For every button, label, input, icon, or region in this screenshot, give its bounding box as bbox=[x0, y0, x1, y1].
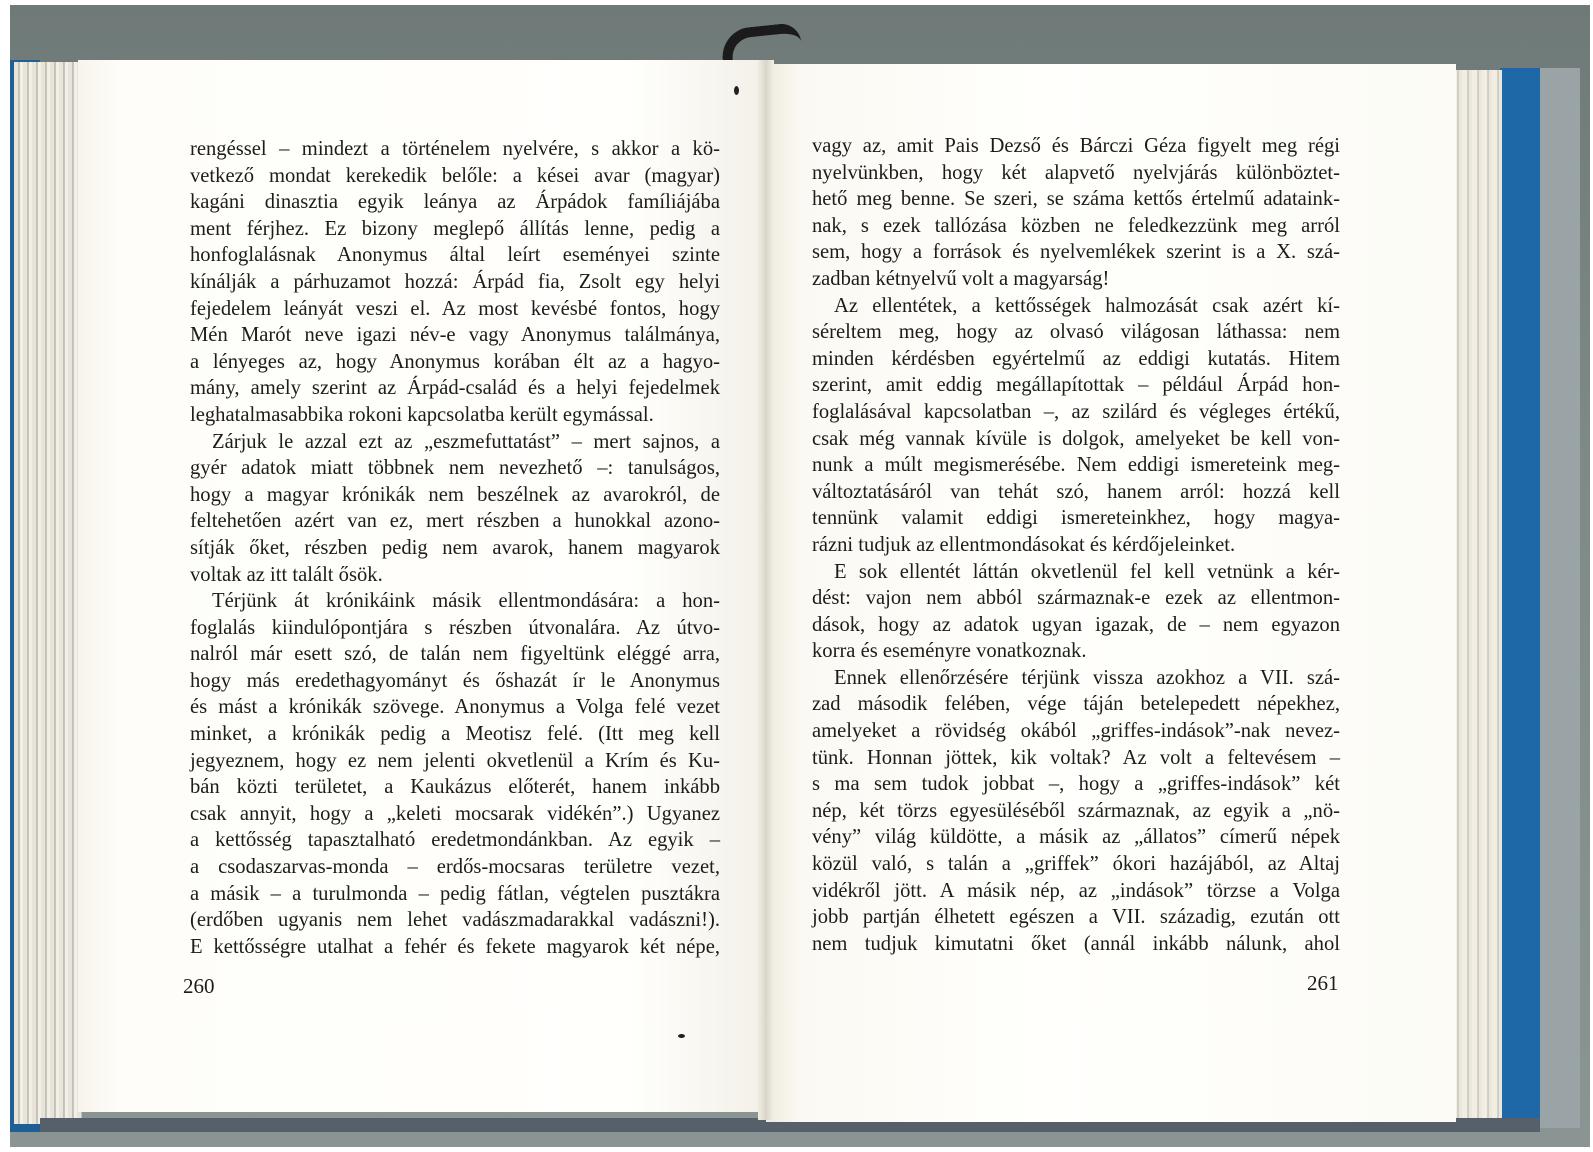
text-line: minket, a krónikák pedig a Meotisz felé. (Itt meg kell bbox=[190, 723, 720, 746]
text-line: korra és eseményre vonatkoznak. bbox=[812, 640, 1087, 663]
text-line: változtatásáról van tehát szó, hanem arról: hozzá kell bbox=[812, 480, 1340, 503]
text-line: E kettősségre utalhat a fehér és fekete magyarok két népe, bbox=[190, 935, 720, 958]
text-line: hető meg benne. Se szeri, se száma kettős értelmű adataink- bbox=[812, 188, 1340, 211]
text-line: Zárjuk le azzal ezt az „eszmefuttatást” – mert sajnos, a bbox=[212, 430, 720, 453]
text-line: hogy más eredethagyományt és őshazát ír le Anonymus bbox=[190, 669, 720, 692]
text-line: foglalásával kapcsolatban –, az szilárd és végleges értékű, bbox=[812, 400, 1340, 423]
text-line: vagy az, amit Pais Dezső és Bárczi Géza figyelt meg régi bbox=[812, 135, 1340, 157]
text-line: voltak az itt talált ősök. bbox=[190, 563, 383, 586]
text-line: bán közti területet, a Kaukázus előterét, hanem inkább bbox=[190, 776, 720, 799]
text-line: leghatalmasabbika rokoni kapcsolatba került egymással. bbox=[190, 403, 654, 426]
text-line: tünk. Honnan jöttek, kik voltak? Az volt a feltevésem – bbox=[812, 746, 1340, 769]
book-gutter bbox=[758, 60, 774, 1120]
text-line: hogy a magyar krónikák nem beszélnek az avarokról, de bbox=[190, 483, 720, 506]
text-line: Az ellentétek, a kettősségek halmozását csak azért kí- bbox=[834, 294, 1340, 317]
scanner-edge-right bbox=[1540, 68, 1580, 1128]
text-line: nem tudjuk kimutatni őket (annál inkább nálunk, ahol bbox=[812, 932, 1340, 955]
text-line: E sok ellentét láttán okvetlenül fel kell vetnünk a kér- bbox=[834, 560, 1340, 583]
text-line: Mén Marót neve igazi név-e vagy Anonymus találmánya, bbox=[190, 324, 720, 347]
text-line: foglalás kiindulópontjára s részben útvonalára. Az útvo- bbox=[190, 616, 720, 639]
text-line: dások, hogy az adatok ugyan igazak, de – nem egyazon bbox=[812, 613, 1340, 636]
text-line: ment férjhez. Ez bizony meglepő állítás lenne, pedig a bbox=[190, 217, 720, 240]
text-line: csak annyit, hogy a „keleti mocsarak vidékén”.) Ugyanez bbox=[190, 802, 720, 825]
text-line: kínálják a párhuzamot hozzá: Árpád fia, Zsolt egy helyi bbox=[190, 270, 720, 293]
text-line: a lényeges az, hogy Anonymus korában élt az a hagyo- bbox=[190, 350, 720, 373]
ink-speck bbox=[734, 86, 739, 95]
text-line: nép, két törzs egyesüléséből származnak, az egyik a „nö- bbox=[812, 799, 1340, 822]
text-line: vény” világ küldötte, a másik az „állatos” címerű népek bbox=[812, 826, 1340, 849]
text-line: nyelvünkben, hogy két alapvető nyelvjárás különböztet- bbox=[812, 161, 1340, 184]
text-line: nak, s ezek tallózása közben ne feledkezzünk meg arról bbox=[812, 214, 1340, 237]
text-line: (erdőben ugyanis nem lehet vadászmadarakkal vadászni!). bbox=[190, 909, 720, 932]
text-line: vidékről jött. A másik nép, az „indások” törzse a Volga bbox=[812, 879, 1340, 902]
text-line: szerint, amit eddig megállapítottak – például Árpád hon- bbox=[812, 374, 1340, 397]
text-line: dést: vajon nem abból származnak-e ezek az ellentmon- bbox=[812, 587, 1340, 610]
page-edges-left bbox=[14, 62, 82, 1124]
text-line: zadban kétnyelvű volt a magyarság! bbox=[812, 267, 1110, 290]
text-line: honfoglalásnak Anonymus által leírt eseményei szinte bbox=[190, 244, 720, 267]
text-line: fejedelem leányát veszi el. Az most kevésbé fontos, hogy bbox=[190, 297, 720, 320]
text-line: rázni tudjuk az ellentmondásokat és kérdőjeleinket. bbox=[812, 533, 1236, 556]
text-line: Ennek ellenőrzésére térjünk vissza azokhoz a VII. szá- bbox=[834, 666, 1340, 689]
ink-speck bbox=[678, 1034, 685, 1038]
text-line: a másik – a turulmonda – pedig fátlan, végtelen pusztákra bbox=[190, 882, 720, 905]
text-line: séreltem meg, hogy az olvasó világosan láthassa: nem bbox=[812, 321, 1340, 344]
text-line: jobb partján élhetett egészen a VII. századig, ezután ott bbox=[812, 906, 1340, 929]
text-line: sem, hogy a források és nyelvemlékek szerint is a X. szá- bbox=[812, 241, 1340, 264]
page-number-right: 261 bbox=[1307, 971, 1339, 995]
text-line: kagáni dinasztia egyik leánya az Árpádok famíliájába bbox=[190, 191, 720, 214]
page-edges-right bbox=[1452, 70, 1502, 1125]
text-line: sítják őket, részben pedig nem avarok, hanem magyarok bbox=[190, 536, 720, 559]
text-line: nalról már esett szó, de talán nem figyeltünk eléggé arra, bbox=[190, 643, 720, 666]
text-line: és mást a krónikák szövege. Anonymus a Volga felé vezet bbox=[190, 696, 720, 719]
text-line: Térjünk át krónikáink másik ellentmondására: a hon- bbox=[212, 590, 720, 613]
text-line: közül való, s talán a „griffek” ókori hazájából, az Altaj bbox=[812, 853, 1340, 876]
book-cover-right bbox=[1500, 68, 1540, 1128]
right-page-body bbox=[812, 133, 1340, 957]
text-line: s ma sem tudok jobbat –, hogy a „griffes-indások” két bbox=[812, 773, 1340, 796]
text-line: jegyeznem, hogy ez nem jelenti okvetlenül a Krím és Ku- bbox=[190, 749, 720, 772]
text-line: rengéssel – mindezt a történelem nyelvére, s akkor a kö- bbox=[190, 138, 720, 160]
page-number-left: 260 bbox=[183, 974, 215, 998]
left-page-body bbox=[190, 136, 720, 960]
text-line: zad második felében, vége táján betelepedett népekhez, bbox=[812, 693, 1340, 716]
text-line: minden kérdésben egyértelmű az eddigi kutatás. Hitem bbox=[812, 347, 1340, 370]
text-line: a csodaszarvas-monda – erdős-mocsaras területre vezet, bbox=[190, 856, 720, 879]
text-line: vetkező mondat kerekedik belőle: a kései avar (magyar) bbox=[190, 164, 720, 187]
text-line: nunk a múlt megismerésébe. Nem eddigi ismereteink meg- bbox=[812, 454, 1340, 477]
text-line: feltehetően azért van ez, mert részben a hunokkal azono- bbox=[190, 510, 720, 533]
text-line: csak még vannak kívüle is dolgok, amelyeket be kell von- bbox=[812, 427, 1340, 450]
text-line: gyér adatok miatt többnek nem nevezhető –: tanulságos, bbox=[190, 457, 720, 480]
text-line: tennünk valamit eddigi ismereteinkhez, hogy magya- bbox=[812, 507, 1340, 530]
text-line: mány, amely szerint az Árpád-család és a helyi fejedelmek bbox=[190, 377, 720, 400]
text-line: a kettősség tapasztalható eredetmondánkban. Az egyik – bbox=[190, 829, 720, 852]
text-line: amelyeket a rövidség okából „griffes-indások”-nak nevez- bbox=[812, 720, 1340, 743]
